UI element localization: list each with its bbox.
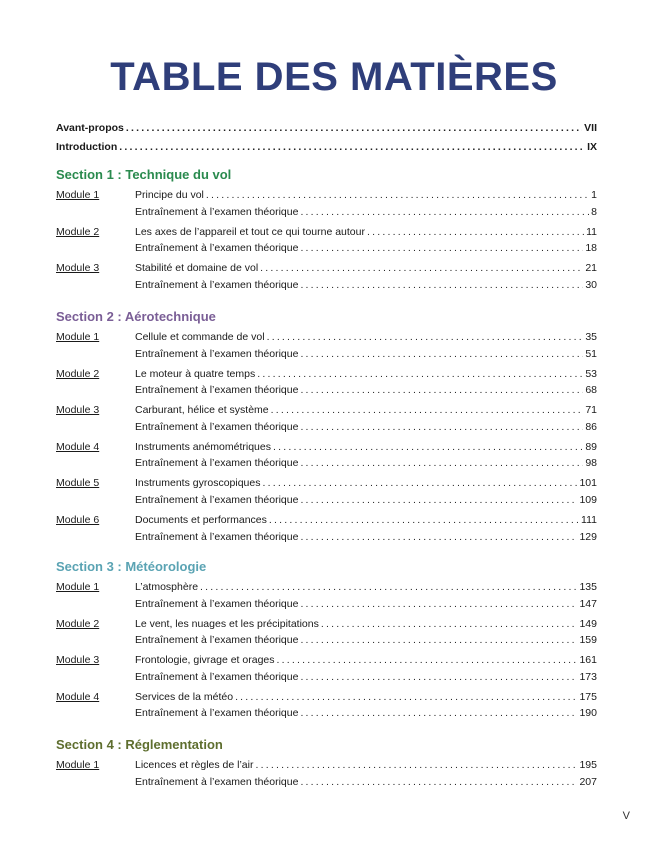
dot-leader — [300, 776, 577, 789]
toc-entry-label: Entraînement à l’examen théorique — [135, 493, 299, 506]
toc-entry[interactable] — [135, 707, 597, 720]
dot-leader — [300, 457, 583, 470]
toc-entry-page: 109 — [579, 493, 597, 506]
module-label[interactable]: Module 2 — [56, 225, 100, 238]
toc-entry-label: Cellule et commande de vol — [135, 331, 265, 343]
toc-entry[interactable] — [135, 654, 597, 667]
toc-entry-label: Les axes de l’appareil et tout ce qui tourne autour — [135, 225, 365, 238]
dot-leader — [119, 141, 585, 154]
toc-entry[interactable] — [135, 441, 597, 454]
module-label[interactable]: Module 4 — [56, 690, 100, 703]
toc-entry[interactable] — [135, 348, 597, 361]
toc-entry-page: 175 — [579, 690, 597, 703]
toc-entry-page: 159 — [579, 634, 597, 647]
page-number: V — [622, 810, 630, 822]
dot-leader — [200, 581, 577, 594]
dot-leader — [273, 441, 583, 454]
toc-entry-label: Entraînement à l’examen théorique — [135, 347, 299, 360]
toc-entry[interactable] — [135, 206, 597, 219]
dot-leader — [126, 122, 582, 135]
toc-entry-label: Entraînement à l’examen théorique — [135, 384, 299, 397]
toc-entry-label: Principe du vol — [135, 189, 204, 201]
dot-leader — [367, 226, 584, 239]
toc-entry-page: 51 — [585, 347, 597, 360]
toc-entry-page: 173 — [579, 670, 597, 683]
toc-entry[interactable] — [135, 189, 597, 202]
toc-entry-label: L’atmosphère — [135, 581, 199, 593]
toc-entry-page: 18 — [585, 242, 597, 255]
toc-entry-page: 71 — [585, 404, 597, 417]
section-heading: Section 4 : Réglementation — [56, 737, 223, 752]
toc-entry-label: Entraînement à l’examen théorique — [135, 634, 299, 647]
module-label[interactable]: Module 6 — [56, 514, 100, 526]
dot-leader — [300, 531, 577, 544]
toc-entry-label: Frontologie, givrage et orages — [135, 654, 275, 667]
toc-entry-label: Entraînement à l’examen théorique — [135, 457, 299, 470]
dot-leader — [300, 206, 589, 219]
toc-entry-label: Entraînement à l’examen théorique — [135, 420, 299, 433]
toc-entry[interactable] — [135, 279, 597, 292]
dot-leader — [271, 404, 584, 417]
module-label[interactable]: Module 1 — [56, 581, 100, 593]
toc-entry[interactable] — [135, 404, 597, 417]
toc-entry-page: VII — [584, 122, 597, 134]
toc-entry-introduction[interactable] — [56, 141, 597, 154]
dot-leader — [262, 477, 577, 490]
toc-entry[interactable] — [135, 331, 597, 344]
dot-leader — [269, 514, 579, 527]
toc-entry[interactable] — [135, 421, 597, 434]
toc-entry-page: 98 — [585, 457, 597, 470]
toc-entry[interactable] — [135, 477, 597, 490]
toc-entry-label: Documents et performances — [135, 514, 267, 526]
dot-leader — [300, 421, 583, 434]
toc-entry-label: Stabilité et domaine de vol — [135, 262, 259, 275]
toc-entry[interactable] — [135, 242, 597, 255]
toc-entry[interactable] — [135, 776, 597, 789]
toc-entry[interactable] — [135, 384, 597, 397]
toc-entry[interactable] — [135, 581, 597, 594]
section-heading: Section 3 : Météorologie — [56, 559, 207, 574]
toc-entry-page: 195 — [579, 759, 597, 771]
dot-leader — [235, 691, 577, 704]
module-label[interactable]: Module 4 — [56, 440, 100, 453]
toc-entry[interactable] — [135, 618, 597, 631]
dot-leader — [267, 331, 584, 344]
dot-leader — [300, 279, 583, 292]
module-label[interactable]: Module 3 — [56, 262, 100, 275]
toc-entry[interactable] — [135, 598, 597, 611]
toc-entry[interactable] — [135, 226, 597, 239]
toc-entry-page: 8 — [591, 205, 597, 218]
toc-entry[interactable] — [135, 691, 597, 704]
toc-entry-page: 11 — [586, 225, 597, 238]
toc-entry-page: 135 — [579, 581, 597, 593]
module-label[interactable]: Module 3 — [56, 404, 100, 417]
module-label[interactable]: Module 2 — [56, 367, 100, 380]
toc-entry-page: 147 — [579, 597, 597, 610]
toc-entry-page: 1 — [591, 189, 597, 201]
toc-entry-page: 53 — [585, 367, 597, 380]
toc-entry[interactable] — [135, 671, 597, 684]
dot-leader — [255, 759, 577, 772]
toc-entry-page: 21 — [585, 262, 597, 275]
page-title: TABLE DES MATIÈRES — [110, 55, 558, 99]
dot-leader — [300, 348, 583, 361]
toc-entry-label: Le moteur à quatre temps — [135, 367, 256, 380]
toc-entry-label: Introduction — [56, 141, 118, 153]
toc-entry-avant-propos[interactable] — [56, 122, 597, 135]
toc-entry-label: Entraînement à l’examen théorique — [135, 775, 299, 788]
toc-entry-page: 161 — [579, 654, 597, 667]
section-heading: Section 1 : Technique du vol — [56, 167, 232, 182]
toc-entry-page: 129 — [579, 530, 597, 543]
toc-entry-label: Services de la météo — [135, 690, 234, 703]
module-label[interactable]: Module 3 — [56, 654, 100, 667]
toc-entry-label: Entraînement à l’examen théorique — [135, 530, 299, 543]
dot-leader — [206, 189, 589, 202]
toc-entry[interactable] — [135, 759, 597, 772]
toc-entry[interactable] — [135, 531, 597, 544]
toc-entry-label: Entraînement à l’examen théorique — [135, 707, 299, 720]
dot-leader — [300, 242, 583, 255]
toc-entry-page: 149 — [579, 617, 597, 630]
toc-entry-label: Avant-propos — [56, 122, 124, 134]
toc-entry[interactable] — [135, 368, 597, 381]
toc-entry-page: 89 — [585, 440, 597, 453]
toc-entry-page: 190 — [579, 707, 597, 720]
module-label[interactable]: Module 1 — [56, 331, 100, 343]
toc-entry-label: Entraînement à l’examen théorique — [135, 278, 299, 291]
dot-leader — [321, 618, 578, 631]
toc-entry-label: Le vent, les nuages et les précipitations — [135, 617, 319, 630]
toc-entry-page: 111 — [581, 514, 597, 526]
dot-leader — [300, 598, 577, 611]
toc-entry-page: 207 — [579, 775, 597, 788]
toc-entry-label: Entraînement à l’examen théorique — [135, 670, 299, 683]
module-label[interactable]: Module 2 — [56, 617, 100, 630]
dot-leader — [257, 368, 583, 381]
toc-entry-label: Entraînement à l’examen théorique — [135, 597, 299, 610]
dot-leader — [300, 671, 577, 684]
dot-leader — [277, 654, 578, 667]
dot-leader — [300, 384, 583, 397]
toc-entry-label: Carburant, hélice et système — [135, 404, 269, 417]
module-label[interactable]: Module 1 — [56, 189, 100, 201]
toc-entry[interactable] — [135, 457, 597, 470]
toc-entry-label: Instruments gyroscopiques — [135, 477, 261, 490]
toc-entry-label: Entraînement à l’examen théorique — [135, 205, 299, 218]
module-label[interactable]: Module 5 — [56, 477, 100, 490]
toc-entry-page: 101 — [579, 477, 597, 490]
toc-entry-label: Entraînement à l’examen théorique — [135, 242, 299, 255]
toc-entry-page: IX — [587, 141, 597, 153]
toc-entry-page: 35 — [585, 331, 597, 343]
toc-entry-page: 30 — [585, 278, 597, 291]
toc-entry-label: Licences et règles de l’air — [135, 759, 254, 771]
toc-entry-page: 68 — [585, 384, 597, 397]
dot-leader — [300, 494, 577, 507]
toc-entry[interactable] — [135, 634, 597, 647]
toc-entry[interactable] — [135, 494, 597, 507]
toc-entry[interactable] — [135, 262, 597, 275]
module-label[interactable]: Module 1 — [56, 759, 100, 771]
toc-entry[interactable] — [135, 514, 597, 527]
dot-leader — [300, 707, 577, 720]
section-heading: Section 2 : Aérotechnique — [56, 309, 216, 324]
dot-leader — [300, 634, 577, 647]
dot-leader — [260, 262, 583, 275]
toc-entry-page: 86 — [585, 420, 597, 433]
toc-entry-label: Instruments anémométriques — [135, 440, 271, 453]
